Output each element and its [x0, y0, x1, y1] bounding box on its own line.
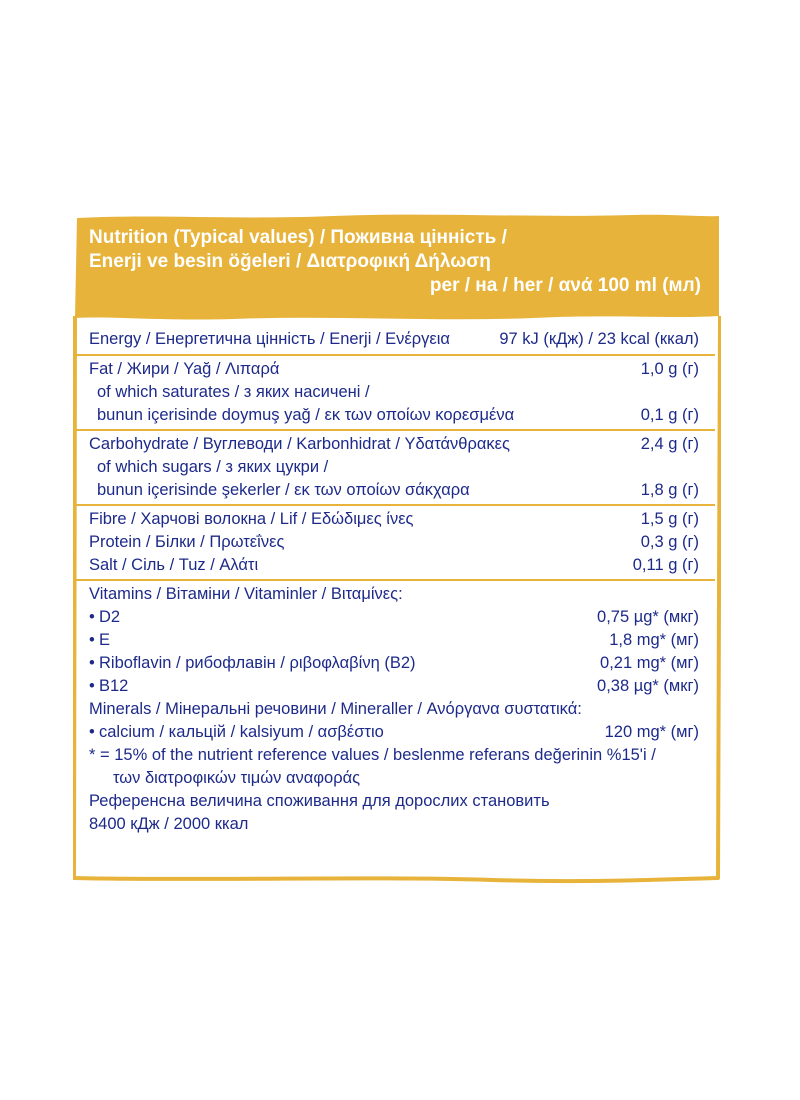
fibre-value: 1,5 g (г): [640, 510, 699, 528]
footnote-line1: [89, 744, 699, 767]
vitamin-row-e: [89, 629, 699, 652]
fat-value: 1,0 g (г): [640, 360, 699, 378]
sugars-label-line1: of which sugars / з яких цукри /: [97, 458, 329, 476]
mineral-value: 120 mg* (мг): [604, 723, 699, 741]
energy-label: Energy / Енергетична цінність / Enerji / Ενέργεια: [89, 330, 450, 348]
energy-row: [89, 328, 699, 352]
bullet-icon: •: [89, 608, 95, 626]
minerals-title-row: [89, 698, 699, 721]
footnote-text-1: * = 15% of the nutrient reference values / beslenme referans değerinin %15'i /: [89, 746, 656, 764]
vitamin-label: Riboflavin / рибофлавін / ριβοφλαβίνη (B2): [99, 654, 416, 672]
saturates-label-line2: bunun içerisinde doymuş yağ / εκ των οποίων κορεσμένα: [97, 406, 515, 424]
fibre-row: [89, 508, 699, 531]
saturates-row: [89, 404, 699, 427]
nutrition-table: [89, 328, 699, 836]
header-title-line1: Nutrition (Typical values) / Поживна цінність /: [89, 227, 507, 248]
table-header: [89, 226, 701, 298]
divider: [73, 429, 715, 431]
sugars-row: [89, 479, 699, 502]
carbohydrate-row: [89, 433, 699, 456]
footnote-line3: [89, 790, 699, 813]
bullet-icon: •: [89, 723, 95, 741]
sugars-label-line2: bunun içerisinde şekerler / εκ των οποίων σάκχαρα: [97, 481, 470, 499]
protein-row: [89, 531, 699, 554]
mineral-label: calcium / кальцій / kalsiyum / ασβέστιο: [99, 723, 384, 741]
mineral-row-calcium: [89, 721, 699, 744]
vitamin-row-riboflavin: [89, 652, 699, 675]
saturates-value: 0,1 g (г): [640, 406, 699, 424]
fat-label: Fat / Жири / Yağ / Λιπαρά: [89, 360, 280, 378]
minerals-title: Minerals / Мінеральні речовини / Mineraller / Ανόργανα συστατικά:: [89, 700, 582, 718]
saturates-label-line1: of which saturates / з яких насичені /: [97, 383, 370, 401]
vitamin-label: E: [99, 631, 111, 649]
footnote-line2: [89, 767, 699, 790]
footnote-text-3: Референсна величина споживання для дорослих становить: [89, 792, 550, 810]
divider: [73, 354, 715, 356]
energy-value: 97 kJ (кДж) / 23 kcal (ккал): [499, 330, 699, 348]
footnote-line4: [89, 813, 699, 836]
divider: [73, 579, 715, 581]
sugars-value: 1,8 g (г): [640, 481, 699, 499]
vitamin-value: 0,21 mg* (мг): [600, 654, 699, 672]
vitamin-label: B12: [99, 677, 129, 695]
vitamin-row-d2: [89, 606, 699, 629]
bullet-icon: •: [89, 631, 95, 649]
bullet-icon: •: [89, 677, 95, 695]
protein-value: 0,3 g (г): [640, 533, 699, 551]
footnote-text-4: 8400 кДж / 2000 ккал: [89, 815, 249, 833]
salt-row: [89, 554, 699, 577]
fat-row: [89, 358, 699, 381]
vitamins-title: Vitamins / Вітаміни / Vitaminler / Βιταμίνες:: [89, 585, 403, 603]
saturates-row-line1: [89, 381, 699, 404]
vitamin-value: 0,38 µg* (мкг): [597, 677, 699, 695]
sugars-row-line1: [89, 456, 699, 479]
vitamin-label: D2: [99, 608, 121, 626]
salt-label: Salt / Сіль / Tuz / Αλάτι: [89, 556, 259, 574]
fibre-label: Fibre / Харчові волокна / Lif / Εδώδιμες ίνες: [89, 510, 414, 528]
bullet-icon: •: [89, 654, 95, 672]
header-title-line2: Enerji ve besin öğeleri / Διατροφική Δήλωση: [89, 251, 491, 272]
vitamin-value: 1,8 mg* (мг): [609, 631, 699, 649]
carbohydrate-value: 2,4 g (г): [640, 435, 699, 453]
salt-value: 0,11 g (г): [632, 556, 699, 574]
protein-label: Protein / Білки / Πρωτεΐνες: [89, 533, 285, 551]
divider: [73, 504, 715, 506]
vitamins-title-row: [89, 583, 699, 606]
vitamin-row-b12: [89, 675, 699, 698]
header-per-unit: per / на / her / ανά 100 ml (мл): [429, 275, 701, 296]
footnote-text-2: των διατροφικών τιμών αναφοράς: [113, 769, 361, 787]
carbohydrate-label: Carbohydrate / Вуглеводи / Karbonhidrat / Υδατάνθρακες: [89, 435, 510, 453]
nutrition-panel: [73, 212, 721, 884]
vitamin-value: 0,75 µg* (мкг): [597, 608, 699, 626]
